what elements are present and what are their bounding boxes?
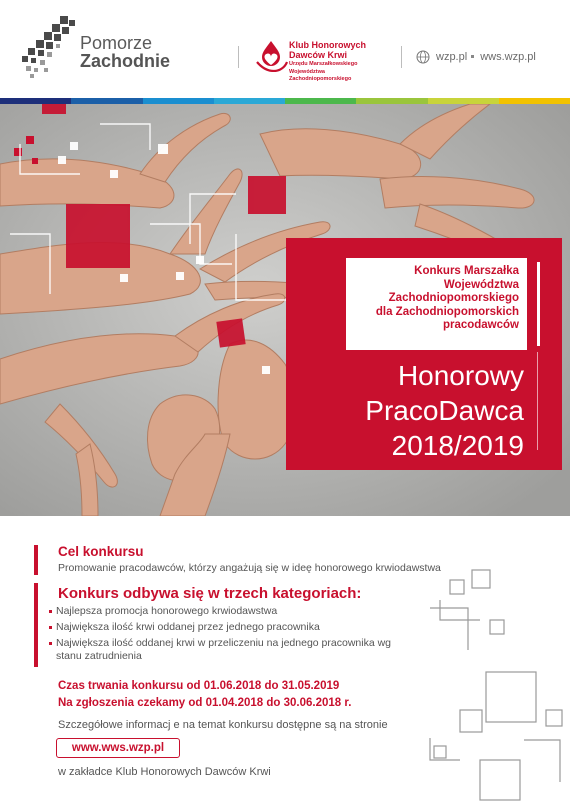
header-divider <box>238 46 239 68</box>
section-marker <box>34 583 38 667</box>
panel-accent-bar <box>537 262 540 346</box>
link-wzp[interactable]: wzp.pl <box>436 51 468 63</box>
subtitle-line: Województwa <box>443 278 519 291</box>
brand-line-1: Pomorze <box>80 33 153 53</box>
bullet-dot <box>471 55 474 58</box>
subtitle-line: Konkurs Marszałka <box>414 265 519 277</box>
website-link-box[interactable] <box>56 738 180 758</box>
decorative-squares <box>420 560 570 806</box>
subtitle-line: pracodawców <box>442 319 519 331</box>
blood-donor-club-name <box>289 40 379 83</box>
category-item: Najlepsza promocja honorowego krwiodawstwa <box>56 605 396 618</box>
tab-note: w zakładce Klub Honorowych Dawców Krwi <box>58 766 271 778</box>
title-line: Honorowy <box>397 360 524 391</box>
club-line-2: Dawców Krwi <box>289 50 348 60</box>
title-line: PracoDawca <box>365 395 524 426</box>
contest-subtitle <box>346 265 519 333</box>
details-text: Szczegółowe informacj e na temat konkursu dostępne są na stronie <box>58 719 388 731</box>
title-line: 2018/2019 <box>391 430 524 461</box>
link-wws[interactable]: wws.wzp.pl <box>480 51 536 63</box>
club-sub-3: Zachodniopomorskiego <box>289 76 352 82</box>
globe-icon <box>416 50 430 64</box>
contest-title <box>296 358 524 463</box>
pomorze-zachodnie-logo <box>22 16 78 80</box>
contest-subtitle-box <box>346 258 527 350</box>
blood-drop-hand-logo <box>254 38 288 72</box>
club-sub-2: Województwa <box>289 68 325 75</box>
header-divider <box>401 46 402 68</box>
subtitle-line: Zachodniopomorskiego <box>388 292 519 304</box>
header <box>0 0 570 98</box>
section-marker <box>34 545 38 575</box>
contest-duration: Czas trwania konkursu od 01.06.2018 do 31.05.2019 <box>58 680 340 692</box>
submission-period: Na zgłoszenia czekamy od 01.04.2018 do 30.06.2018 r. <box>58 697 352 709</box>
club-line-1: Klub Honorowych <box>289 40 366 50</box>
brand-name <box>80 34 170 70</box>
category-item: Największa ilość krwi oddanej przez jednego pracownika <box>56 621 396 634</box>
website-link[interactable]: www.wws.wzp.pl <box>71 742 165 754</box>
subtitle-line: dla Zachodniopomorskich <box>375 305 519 318</box>
club-sub-1: Urzędu Marszałkowskiego <box>289 61 358 67</box>
categories-heading: Konkurs odbywa się w trzech kategoriach: <box>58 585 362 602</box>
goal-heading: Cel konkursu <box>58 544 144 559</box>
website-links <box>436 51 536 63</box>
brand-line-2: Zachodnie <box>80 51 171 71</box>
category-item: Największa ilość oddanej krwi w przeliczeniu na jednego pracownika wg stanu zatrudnienia <box>56 637 396 663</box>
panel-accent-line <box>537 352 538 450</box>
goal-text: Promowanie pracodawców, którzy angażują się w ideę honorowego krwiodawstwa <box>58 562 441 574</box>
